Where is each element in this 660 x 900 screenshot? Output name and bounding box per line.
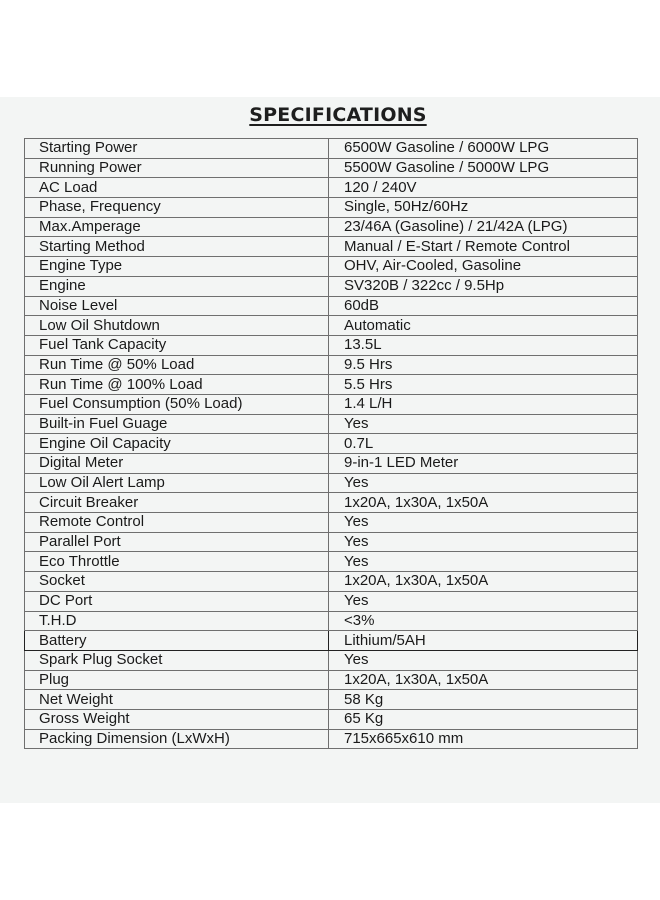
spec-value: 1x20A, 1x30A, 1x50A [329,670,638,690]
table-row [25,434,638,454]
spec-label: Built-in Fuel Guage [25,414,329,434]
spec-value: 5500W Gasoline / 5000W LPG [329,158,638,178]
spec-value: 0.7L [329,434,638,454]
spec-label: Circuit Breaker [25,493,329,513]
spec-label: Engine Oil Capacity [25,434,329,454]
spec-label: Low Oil Shutdown [25,316,329,336]
spec-label: Socket [25,572,329,592]
spec-value: Manual / E-Start / Remote Control [329,237,638,257]
spec-label: Spark Plug Socket [25,650,329,670]
spec-value: Automatic [329,316,638,336]
spec-value: 13.5L [329,335,638,355]
spec-value: Yes [329,513,638,533]
spec-label: Digital Meter [25,454,329,474]
specifications-table-body [25,139,638,749]
table-row [25,513,638,533]
spec-label: Starting Method [25,237,329,257]
spec-value: Yes [329,414,638,434]
spec-label: T.H.D [25,611,329,631]
spec-label: Noise Level [25,296,329,316]
table-row [25,139,638,159]
spec-label: Fuel Tank Capacity [25,335,329,355]
spec-label: Low Oil Alert Lamp [25,473,329,493]
spec-value: Yes [329,650,638,670]
spec-value: <3% [329,611,638,631]
spec-label: Engine Type [25,257,329,277]
table-row [25,532,638,552]
table-row [25,198,638,218]
spec-value: 9.5 Hrs [329,355,638,375]
spec-label: Eco Throttle [25,552,329,572]
spec-value: Yes [329,473,638,493]
spec-value: 60dB [329,296,638,316]
spec-value: 1.4 L/H [329,394,638,414]
table-row [25,394,638,414]
spec-value: Yes [329,591,638,611]
spec-label: DC Port [25,591,329,611]
table-row [25,611,638,631]
spec-label: Fuel Consumption (50% Load) [25,394,329,414]
table-row [25,552,638,572]
table-row [25,375,638,395]
spec-value: 6500W Gasoline / 6000W LPG [329,139,638,159]
spec-value: 5.5 Hrs [329,375,638,395]
spec-label: Gross Weight [25,709,329,729]
spec-value: 9-in-1 LED Meter [329,454,638,474]
spec-label: Engine [25,276,329,296]
spec-label: Remote Control [25,513,329,533]
spec-label: Max.Amperage [25,217,329,237]
page-title: SPECIFICATIONS [249,104,427,126]
table-row [25,591,638,611]
spec-value: Single, 50Hz/60Hz [329,198,638,218]
spec-value: 120 / 240V [329,178,638,198]
spec-value: Yes [329,552,638,572]
table-row [25,257,638,277]
table-row [25,217,638,237]
table-row [25,454,638,474]
spec-value: 1x20A, 1x30A, 1x50A [329,493,638,513]
table-row [25,493,638,513]
table-row [25,690,638,710]
spec-label: Net Weight [25,690,329,710]
table-row [25,296,638,316]
spec-label: Parallel Port [25,532,329,552]
spec-value: Yes [329,532,638,552]
table-row [25,709,638,729]
spec-value: 23/46A (Gasoline) / 21/42A (LPG) [329,217,638,237]
spec-label: Battery [25,631,329,651]
table-row [25,631,638,651]
spec-label: Plug [25,670,329,690]
table-row [25,158,638,178]
spec-label: Running Power [25,158,329,178]
specifications-table [24,138,638,749]
table-row [25,729,638,749]
spec-value: 65 Kg [329,709,638,729]
table-row [25,572,638,592]
spec-label: Run Time @ 50% Load [25,355,329,375]
table-row [25,276,638,296]
spec-value: 1x20A, 1x30A, 1x50A [329,572,638,592]
table-row [25,414,638,434]
spec-label: Packing Dimension (LxWxH) [25,729,329,749]
spec-label: Phase, Frequency [25,198,329,218]
table-row [25,178,638,198]
spec-value: OHV, Air-Cooled, Gasoline [329,257,638,277]
spec-value: 58 Kg [329,690,638,710]
table-row [25,237,638,257]
table-row [25,316,638,336]
spec-label: Starting Power [25,139,329,159]
table-row [25,670,638,690]
spec-value: Lithium/5AH [329,631,638,651]
spec-label: AC Load [25,178,329,198]
spec-label: Run Time @ 100% Load [25,375,329,395]
table-row [25,650,638,670]
table-row [25,473,638,493]
table-row [25,355,638,375]
spec-value: SV320B / 322cc / 9.5Hp [329,276,638,296]
spec-value: 715x665x610 mm [329,729,638,749]
table-row [25,335,638,355]
